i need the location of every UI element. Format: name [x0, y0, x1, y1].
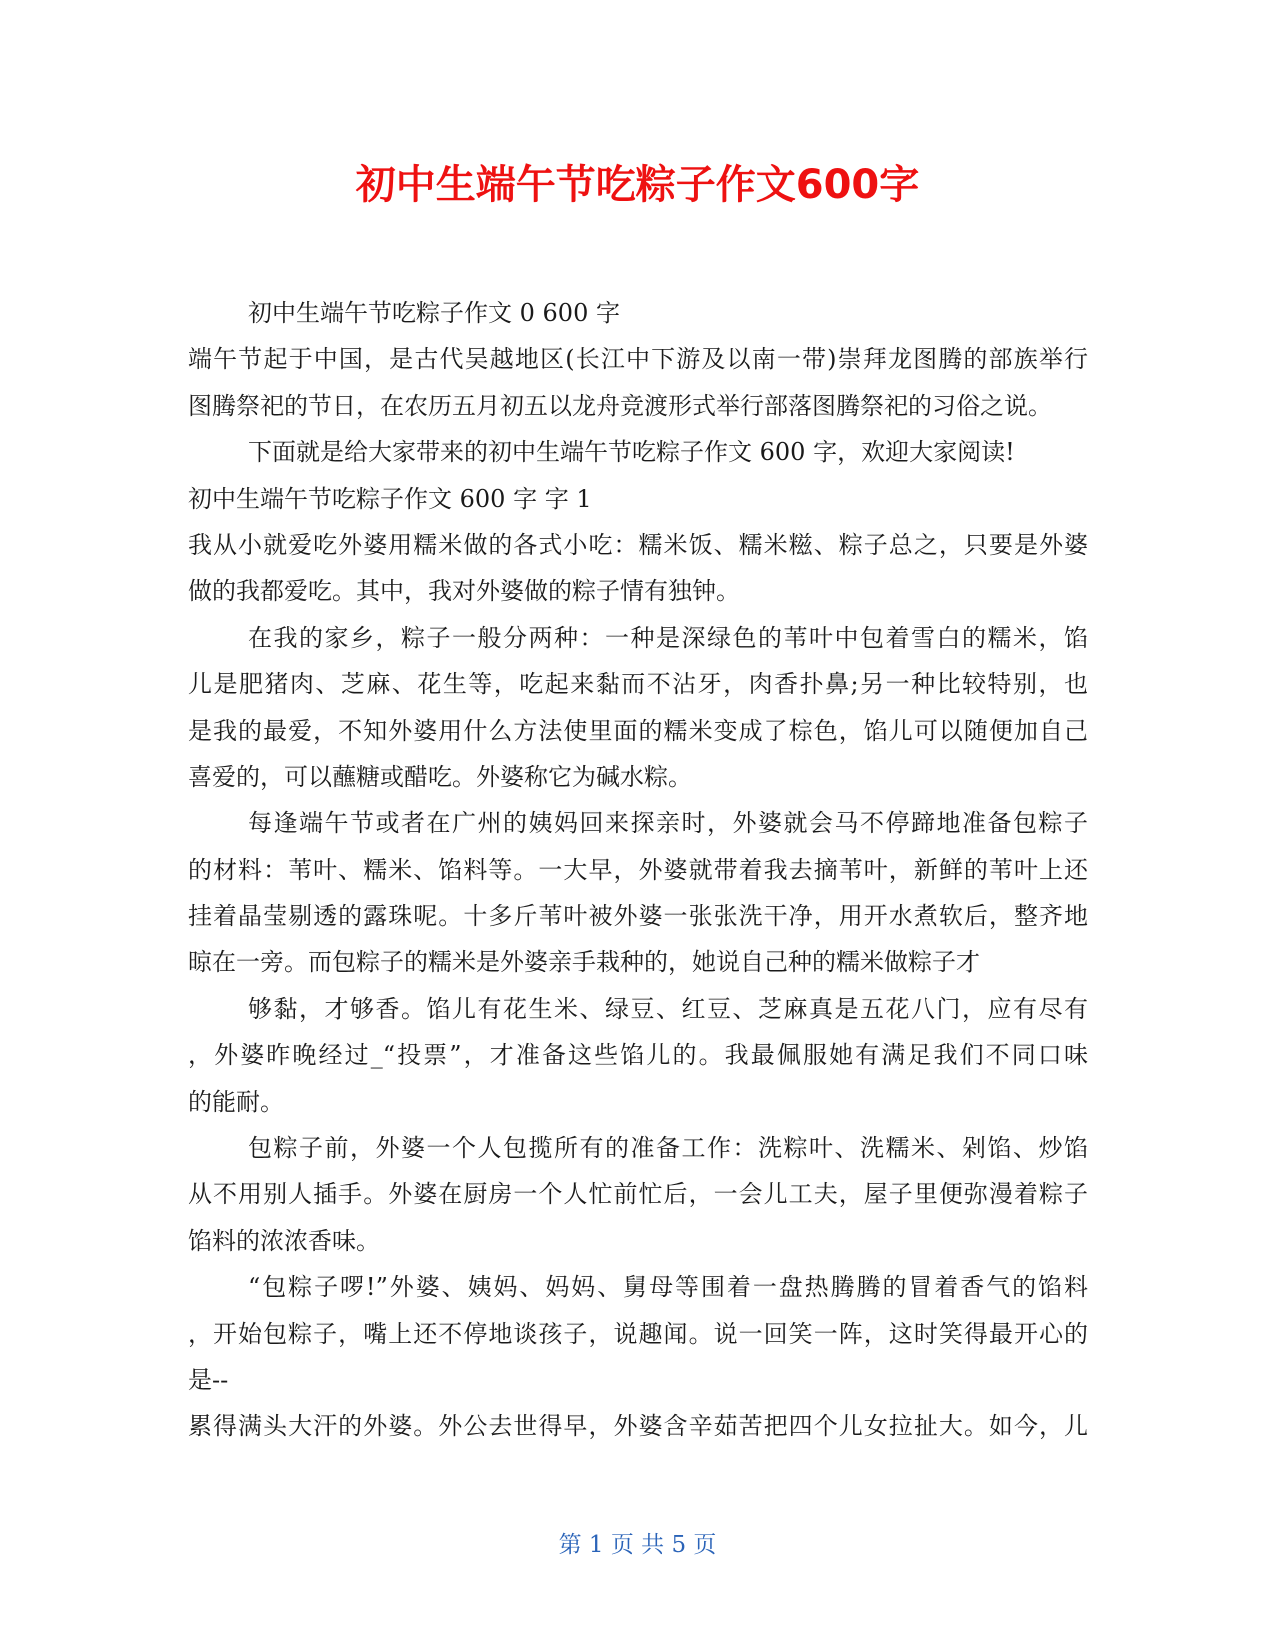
paragraph-line: 每逢端午节或者在广州的姨妈回来探亲时，外婆就会马不停蹄地准备包粽子 [248, 809, 1088, 838]
page-number: 第 1 页 共 5 页 [558, 1532, 717, 1558]
paragraph-line: 下面就是给大家带来的初中生端午节吃粽子作文 600 字，欢迎大家阅读! [248, 438, 1015, 467]
paragraph-line: 端午节起于中国，是古代吴越地区(长江中下游及以南一带)崇拜龙图腾的部族举行 [188, 345, 1088, 374]
section-heading: 初中生端午节吃粽子作文 600 字 字 1 [188, 484, 592, 513]
paragraph-line: 包粽子前，外婆一个人包揽所有的准备工作：洗粽叶、洗糯米、剁馅、炒馅 [248, 1134, 1088, 1163]
paragraph-line: ，开始包粽子，嘴上还不停地谈孩子，说趣闻。说一回笑一阵，这时笑得最开心的 [188, 1319, 1088, 1348]
subtitle-line: 初中生端午节吃粽子作文 0 600 字 [248, 299, 620, 327]
paragraph-line: 图腾祭祀的节日，在农历五月初五以龙舟竞渡形式举行部落图腾祭祀的习俗之说。 [188, 391, 1052, 420]
paragraph-line: 是我的最爱，不知外婆用什么方法使里面的糯米变成了棕色，馅儿可以随便加自己 [188, 716, 1088, 745]
document-body [188, 290, 1088, 1450]
paragraph-line: 我从小就爱吃外婆用糯米做的各式小吃：糯米饭、糯米糍、粽子总之，只要是外婆 [188, 530, 1088, 559]
paragraph-line: 够黏，才够香。馅儿有花生米、绿豆、红豆、芝麻真是五花八门，应有尽有 [248, 994, 1088, 1023]
paragraph-line: 的材料：苇叶、糯米、馅料等。一大早，外婆就带着我去摘苇叶，新鲜的苇叶上还 [188, 855, 1088, 884]
page-title: 初中生端午节吃粽子作文600字 [355, 162, 920, 208]
paragraph-line: 从不用别人插手。外婆在厨房一个人忙前忙后，一会儿工夫，屋子里便弥漫着粽子 [188, 1180, 1088, 1209]
paragraph-line: 是-- [188, 1365, 229, 1394]
paragraph-line: 喜爱的，可以蘸糖或醋吃。外婆称它为碱水粽。 [188, 762, 692, 791]
paragraph-line: “包粽子啰!”外婆、姨妈、妈妈、舅母等围着一盘热腾腾的冒着香气的馅料 [248, 1273, 1088, 1302]
paragraph-line: 晾在一旁。而包粽子的糯米是外婆亲手栽种的，她说自己种的糯米做粽子才 [188, 948, 980, 977]
paragraph-line: 馅料的浓浓香味。 [188, 1226, 380, 1255]
paragraph-line: ，外婆昨晚经过_“投票”，才准备这些馅儿的。我最佩服她有满足我们不同口味 [188, 1041, 1088, 1070]
paragraph-line: 累得满头大汗的外婆。外公去世得早，外婆含辛茹苦把四个儿女拉扯大。如今，儿 [188, 1412, 1088, 1441]
paragraph-line: 儿是肥猪肉、芝麻、花生等，吃起来黏而不沾牙，肉香扑鼻;另一种比较特别，也 [188, 670, 1088, 699]
paragraph-line: 做的我都爱吃。其中，我对外婆做的粽子情有独钟。 [188, 577, 740, 606]
paragraph-line: 在我的家乡，粽子一般分两种：一种是深绿色的苇叶中包着雪白的糯米，馅 [248, 623, 1088, 652]
paragraph-line: 挂着晶莹剔透的露珠呢。十多斤苇叶被外婆一张张洗干净，用开水煮软后，整齐地 [188, 902, 1088, 931]
paragraph-line: 的能耐。 [188, 1087, 284, 1116]
